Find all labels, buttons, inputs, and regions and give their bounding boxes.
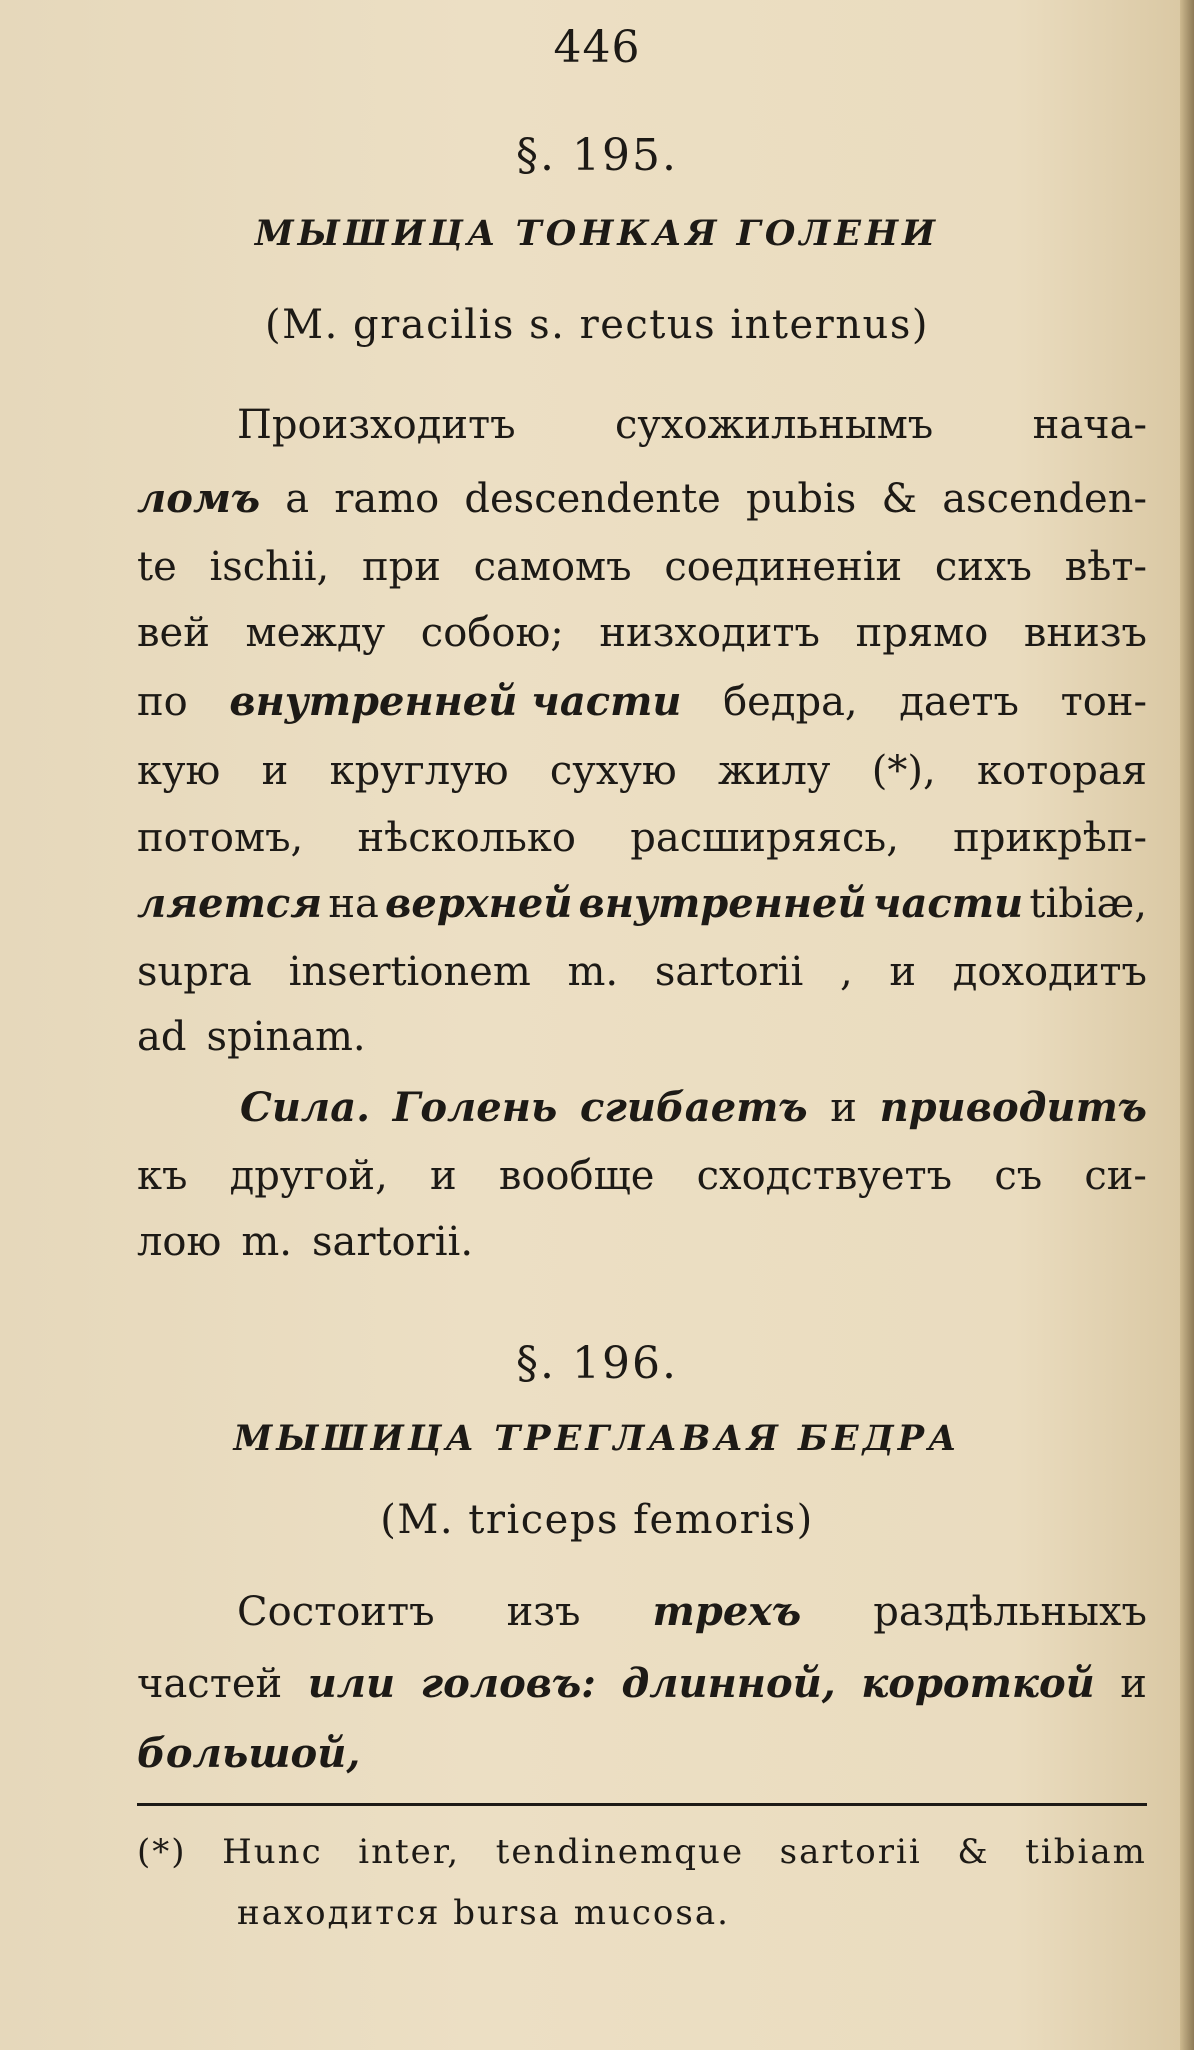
text-line: потомъ, нѣсколько расширяясь, прикрѣп- <box>137 815 1147 861</box>
section-196-title: МЫШИЦА ТРЕГЛАВАЯ БЕДРА <box>233 1418 961 1459</box>
section-195-latin-name: (M. gracilis s. rectus internus) <box>265 302 929 348</box>
text-line: по внутренней части бедра, даетъ тон- <box>137 678 1147 725</box>
section-196-latin-name: (M. triceps femoris) <box>380 1497 814 1543</box>
text-line: ляется на верхней внутренней части tibiæ, <box>137 880 1147 927</box>
section-196-number: §. 196. <box>516 1338 678 1389</box>
section-195-number: §. 195. <box>516 130 678 181</box>
text-line: Состоитъ изъ трехъ раздѣльныхъ <box>237 1588 1147 1635</box>
footnote-line: (*) Hunc inter, tendinemque sartorii & tibiam <box>137 1832 1147 1872</box>
text-line: Сила. Голень сгибаетъ и приводитъ <box>240 1084 1147 1131</box>
footnote-rule <box>137 1803 1147 1806</box>
text-line: лою m. sartorii. <box>137 1219 474 1265</box>
text-line: te ischii, при самомъ соединенiи сихъ вѣт- <box>137 544 1147 590</box>
text-line: къ другой, и вообще сходствуетъ съ си- <box>137 1153 1147 1199</box>
text-line: ломъ a ramo descendente pubis & ascenden- <box>137 475 1147 522</box>
footnote-line: находится bursa mucosa. <box>237 1893 730 1933</box>
text-line: вей между собою; низходитъ прямо внизъ <box>137 610 1147 656</box>
text-line: ad spinam. <box>137 1014 366 1060</box>
text-line: кую и круглую сухую жилу (*), которая <box>137 748 1147 794</box>
text-line: частей или головъ: длинной, короткой и <box>137 1660 1147 1707</box>
text-line: supra insertionem m. sartorii , и доходитъ <box>137 949 1147 995</box>
text-line: большой, <box>137 1730 361 1777</box>
page-number: 446 <box>553 22 641 73</box>
text-line: Произходитъ сухожильнымъ нача- <box>237 402 1147 448</box>
section-195-title: МЫШИЦА ТОНКАЯ ГОЛЕНИ <box>254 213 940 254</box>
